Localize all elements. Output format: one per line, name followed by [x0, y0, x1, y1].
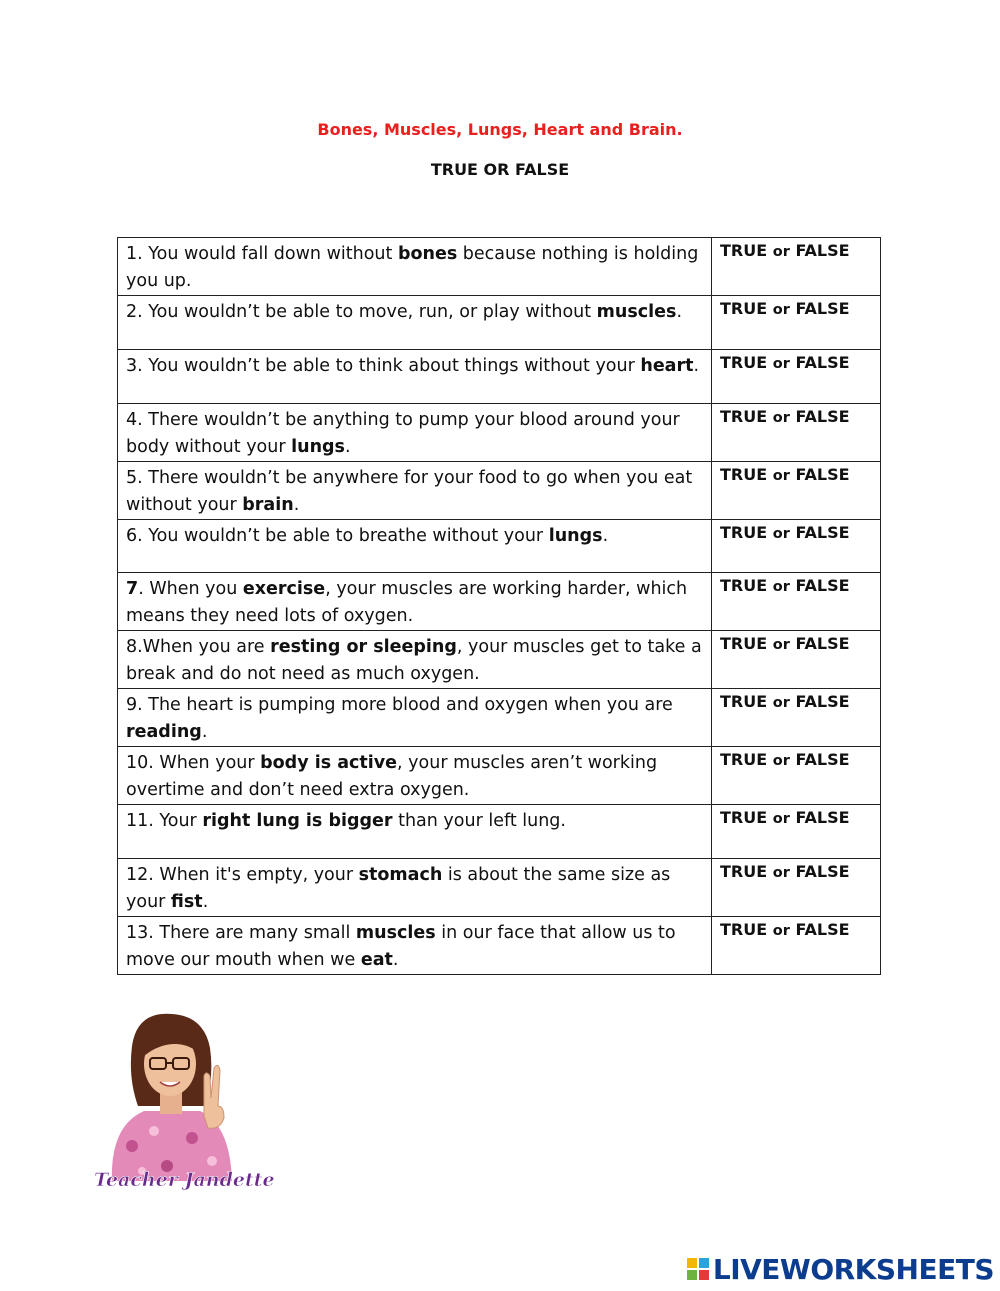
question-cell [118, 631, 712, 689]
question-cell [118, 805, 712, 859]
answer-cell[interactable] [712, 631, 881, 689]
question-text: because nothing is holding you up. [126, 244, 699, 291]
question-text: . [201, 722, 208, 743]
false-option[interactable]: FALSE [795, 406, 850, 426]
question-text: . [693, 355, 700, 376]
table-row [118, 689, 881, 747]
question-text: 3. You wouldn’t be able to think about things without your [126, 355, 641, 376]
false-option[interactable]: FALSE [795, 522, 850, 542]
question-text: in our face that allow us to move our mouth when we [126, 923, 676, 971]
liveworksheets-logo [687, 1253, 994, 1285]
answer-cell[interactable] [712, 461, 881, 519]
question-keyword: lungs [548, 525, 603, 546]
table-row [118, 805, 881, 859]
question-text: than your left lung. [392, 811, 566, 832]
false-option[interactable]: FALSE [795, 299, 850, 318]
table-row [118, 519, 881, 573]
table-row [118, 631, 881, 689]
question-text: . [602, 525, 609, 546]
false-option[interactable]: FALSE [795, 920, 850, 940]
table-body [118, 238, 881, 975]
question-cell [118, 461, 712, 519]
question-text: 10. When your [126, 753, 261, 774]
answer-cell[interactable] [712, 349, 881, 403]
false-option[interactable]: FALSE [795, 862, 850, 882]
question-text: 8.When you are [126, 637, 271, 658]
or-label: or [772, 302, 790, 318]
question-keyword: 7 [126, 579, 139, 600]
question-cell [118, 859, 712, 917]
answer-cell[interactable] [712, 238, 881, 296]
question-text: . [293, 494, 300, 515]
true-option[interactable]: TRUE [720, 241, 768, 260]
false-option[interactable]: FALSE [795, 750, 850, 770]
or-label: or [772, 355, 790, 372]
table-row [118, 403, 881, 461]
true-option[interactable]: TRUE [720, 464, 768, 484]
or-label: or [772, 865, 790, 882]
question-text: , your muscles aren’t working overtime and don’t need extra oxygen. [126, 753, 658, 801]
true-option[interactable]: TRUE [720, 576, 768, 596]
question-cell [118, 238, 712, 296]
logo-blocks-icon [687, 1258, 709, 1280]
or-label: or [772, 753, 790, 770]
question-keyword: fist [170, 892, 203, 913]
question-text: . [392, 950, 399, 971]
or-label: or [772, 637, 790, 654]
worksheet-title: Bones, Muscles, Lungs, Heart and Brain. [317, 120, 683, 139]
table-row [118, 238, 881, 296]
question-keyword: muscles [596, 302, 677, 322]
question-text: 11. Your [126, 811, 203, 832]
answer-cell[interactable] [712, 689, 881, 747]
question-text: 1. You would fall down without [126, 244, 398, 264]
question-text: 6. You wouldn’t be able to breathe without your [126, 525, 549, 546]
question-text: . [676, 302, 683, 322]
question-keyword: bones [397, 244, 458, 264]
answer-cell[interactable] [712, 747, 881, 805]
question-cell [118, 349, 712, 403]
or-label: or [772, 811, 790, 828]
question-keyword: brain [242, 494, 294, 515]
question-keyword: stomach [358, 865, 443, 886]
question-keyword: muscles [355, 923, 436, 944]
answer-cell[interactable] [712, 859, 881, 917]
true-option[interactable]: TRUE [720, 808, 768, 828]
answer-cell[interactable] [712, 917, 881, 975]
table-row [118, 859, 881, 917]
table-row [118, 747, 881, 805]
answer-cell[interactable] [712, 805, 881, 859]
table-row [118, 461, 881, 519]
question-keyword: heart [640, 355, 694, 376]
false-option[interactable]: FALSE [795, 634, 850, 654]
false-option[interactable]: FALSE [795, 808, 850, 828]
question-text: 4. There wouldn’t be anything to pump your blood around your body without your [126, 409, 680, 457]
worksheet-subtitle: TRUE OR FALSE [430, 160, 570, 179]
question-cell [118, 296, 712, 350]
question-text: . [202, 892, 209, 913]
question-text: 9. The heart is pumping more blood and oxygen when you are [126, 695, 673, 716]
true-option[interactable]: TRUE [720, 692, 768, 712]
question-keyword: exercise [242, 579, 326, 600]
true-option[interactable]: TRUE [720, 352, 768, 372]
false-option[interactable]: FALSE [795, 352, 850, 372]
question-keyword: lungs [291, 436, 345, 457]
question-keyword: body is active [260, 753, 398, 774]
question-text: . When you [138, 579, 243, 600]
question-text: 5. There wouldn’t be anywhere for your food to go when you eat without your [126, 467, 693, 515]
question-keyword: reading [126, 722, 202, 743]
false-option[interactable]: FALSE [795, 464, 850, 484]
teacher-photo [92, 1006, 275, 1196]
brand-text: LIVEWORKSHEETS [712, 1252, 994, 1286]
question-text: is about the same size as your [126, 865, 671, 913]
question-cell [118, 689, 712, 747]
true-option[interactable]: TRUE [720, 634, 768, 654]
true-option[interactable]: TRUE [720, 406, 768, 426]
or-label: or [772, 525, 790, 542]
answer-cell[interactable] [712, 296, 881, 350]
table-row [118, 349, 881, 403]
table-row [118, 917, 881, 975]
or-label: or [772, 409, 790, 426]
question-cell [118, 917, 712, 975]
question-text: 2. You wouldn’t be able to move, run, or play without [126, 302, 597, 322]
true-option[interactable]: TRUE [720, 299, 768, 318]
or-label: or [772, 695, 790, 712]
true-option[interactable]: TRUE [720, 750, 768, 770]
question-text: , your muscles get to take a break and do not need as much oxygen. [126, 637, 702, 685]
question-cell [118, 403, 712, 461]
false-option[interactable]: FALSE [795, 692, 850, 712]
or-label: or [772, 244, 790, 260]
true-option[interactable]: TRUE [720, 920, 768, 940]
question-keyword: resting or sleeping [270, 637, 457, 658]
true-option[interactable]: TRUE [720, 862, 768, 882]
or-label: or [772, 579, 790, 596]
true-option[interactable]: TRUE [720, 522, 768, 542]
question-keyword: right lung is bigger [202, 811, 393, 832]
question-cell [118, 519, 712, 573]
signature-text: Teacher Jandette [94, 1169, 275, 1191]
question-text: . [344, 436, 351, 457]
false-option[interactable]: FALSE [795, 576, 850, 596]
question-text: , your muscles are working harder, which means they need lots of oxygen. [126, 579, 688, 627]
true-false-table [117, 237, 881, 975]
question-keyword: eat [360, 950, 393, 971]
answer-cell[interactable] [712, 573, 881, 631]
table-row [118, 296, 881, 350]
false-option[interactable]: FALSE [795, 241, 850, 260]
answer-cell[interactable] [712, 519, 881, 573]
table-row [118, 573, 881, 631]
question-cell [118, 747, 712, 805]
question-cell [118, 573, 712, 631]
question-text: 12. When it's empty, your [126, 865, 359, 886]
or-label: or [772, 923, 790, 940]
question-text: 13. There are many small [126, 923, 356, 944]
or-label: or [772, 467, 790, 484]
answer-cell[interactable] [712, 403, 881, 461]
